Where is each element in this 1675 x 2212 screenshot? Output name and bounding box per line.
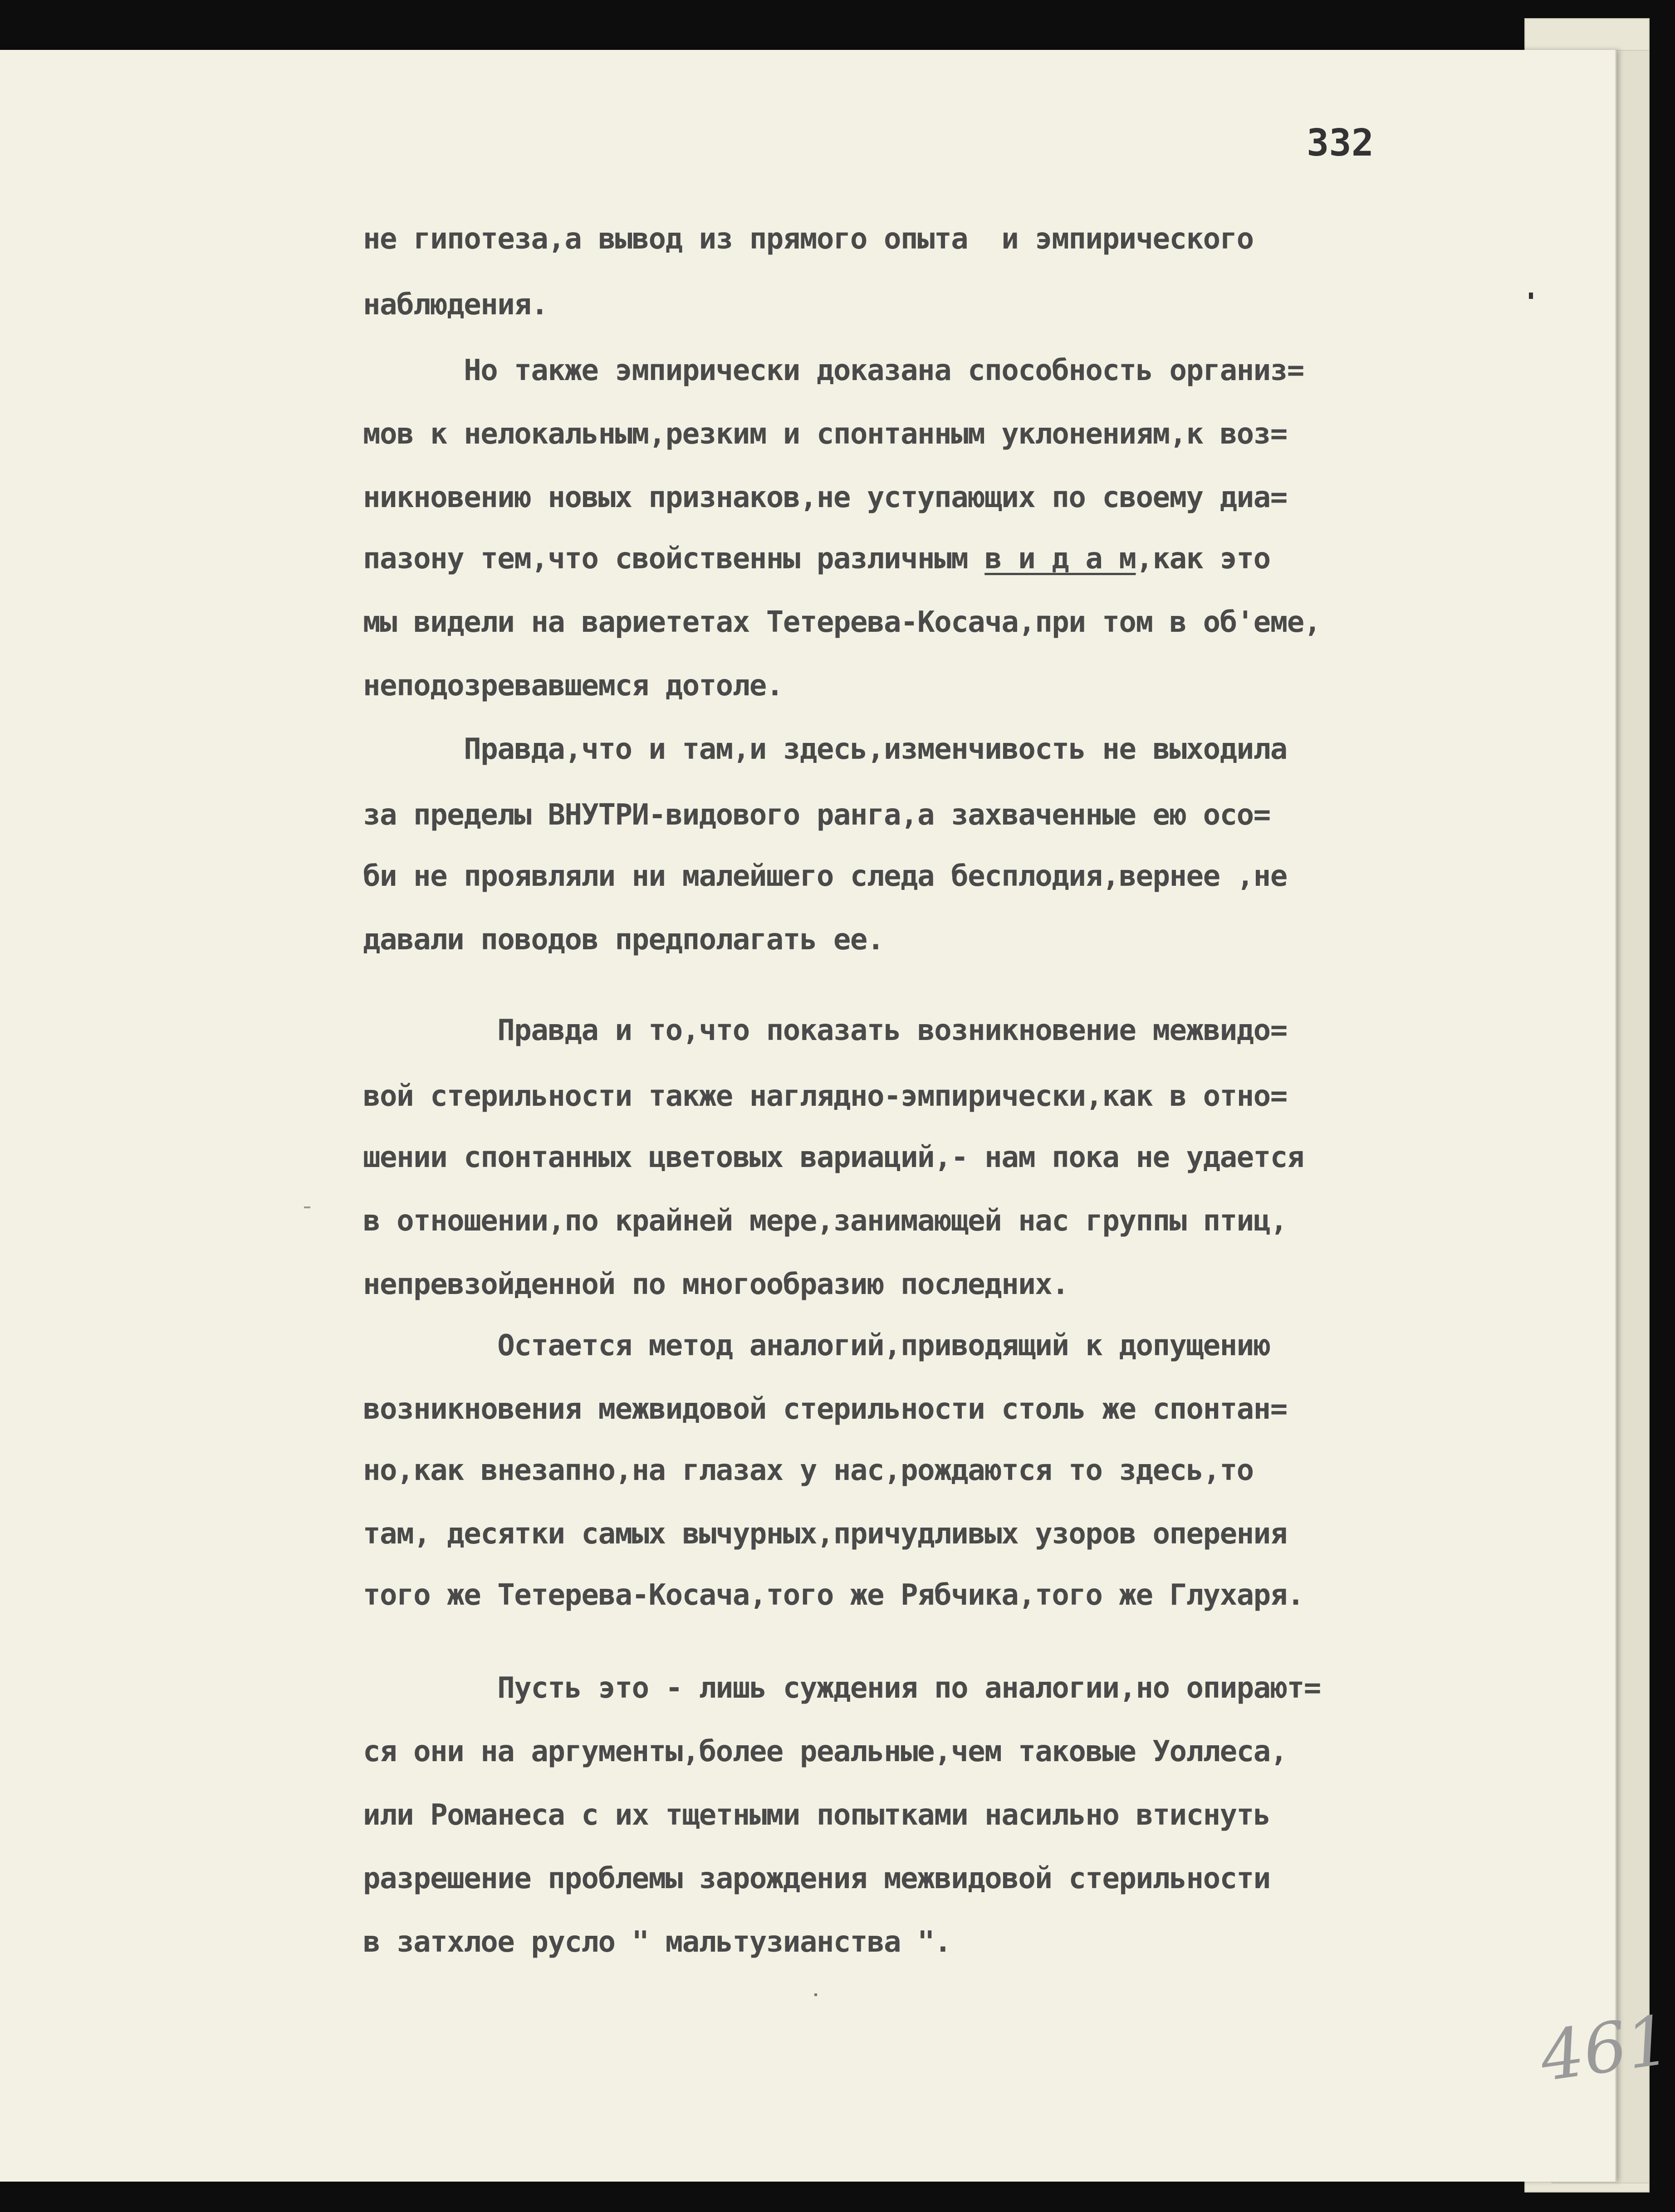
- text-line-21: там, десятки самых вычурных,причудливых узоров оперения: [363, 1517, 1287, 1551]
- text-line-3: Но также эмпирически доказана способность организ=: [363, 354, 1304, 387]
- text-line-13: Правда и то,что показать возникновение межвидо=: [363, 1014, 1287, 1047]
- text-line-5: никновению новых признаков,не уступающих по своему диа=: [363, 481, 1287, 514]
- text-line-16: в отношении,по крайней мере,занимающей нас группы птиц,: [363, 1204, 1287, 1238]
- text-line-1: не гипотеза,а вывод из прямого опыта и эмпирического: [363, 222, 1254, 256]
- text-line-11: би не проявляли ни малейшего следа бесплодия,вернее ,не: [363, 859, 1287, 893]
- text-line-27: в затхлое русло " мальтузианства ".: [363, 1925, 951, 1959]
- page-number: 332: [1307, 122, 1374, 165]
- text-line-6: [363, 542, 1270, 576]
- text-line-20: но,как внезапно,на глазах у нас,рождаются то здесь,то: [363, 1454, 1254, 1487]
- text-line-7: мы видели на вариететах Тетерева-Косача,при том в об'еме,: [363, 605, 1321, 639]
- ink-speck-2: [304, 1206, 310, 1208]
- text-line-19: возникновения межвидовой стерильности столь же спонтан=: [363, 1392, 1287, 1426]
- text-line-4: мов к нелокальным,резким и спонтанным уклонениям,к воз=: [363, 417, 1287, 451]
- text-line-26: разрешение проблемы зарождения межвидовой стерильности: [363, 1862, 1270, 1895]
- text-line-17: непревзойденной по многообразию последних.: [363, 1268, 1069, 1301]
- text-line-6-end: ,как это: [1136, 542, 1270, 576]
- text-line-10: за пределы ВНУТРИ-видового ранга,а захваченные ею осо=: [363, 798, 1270, 832]
- text-line-25: или Романеса с их тщетными попытками насильно втиснуть: [363, 1798, 1270, 1832]
- folio-number: 461: [1535, 2000, 1675, 2097]
- ink-speck-3: [814, 1993, 817, 1996]
- ink-speck: [1529, 293, 1533, 299]
- text-line-22: того же Тетерева-Косача,того же Рябчика,того же Глухаря.: [363, 1578, 1304, 1612]
- text-line-2: наблюдения.: [363, 288, 548, 322]
- text-line-9: Правда,что и там,и здесь,изменчивость не выходила: [363, 732, 1287, 766]
- text-line-15: шении спонтанных цветовых вариаций,- нам пока не удается: [363, 1141, 1304, 1174]
- text-line-8: неподозревавшемся дотоле.: [363, 669, 783, 703]
- text-line-23: Пусть это - лишь суждения по аналогии,но опирают=: [363, 1671, 1321, 1705]
- text-line-12: давали поводов предполагать ее.: [363, 923, 884, 957]
- text-line-14: вой стерильности также наглядно-эмпирически,как в отно=: [363, 1079, 1287, 1113]
- underlined-word: в и д а м: [984, 542, 1136, 576]
- text-line-24: ся они на аргументы,более реальные,чем таковые Уоллеса,: [363, 1735, 1287, 1768]
- text-line-6-start: пазону тем,что свойственны различным: [363, 542, 985, 576]
- text-line-18: Остается метод аналогий,приводящий к допущению: [363, 1329, 1270, 1362]
